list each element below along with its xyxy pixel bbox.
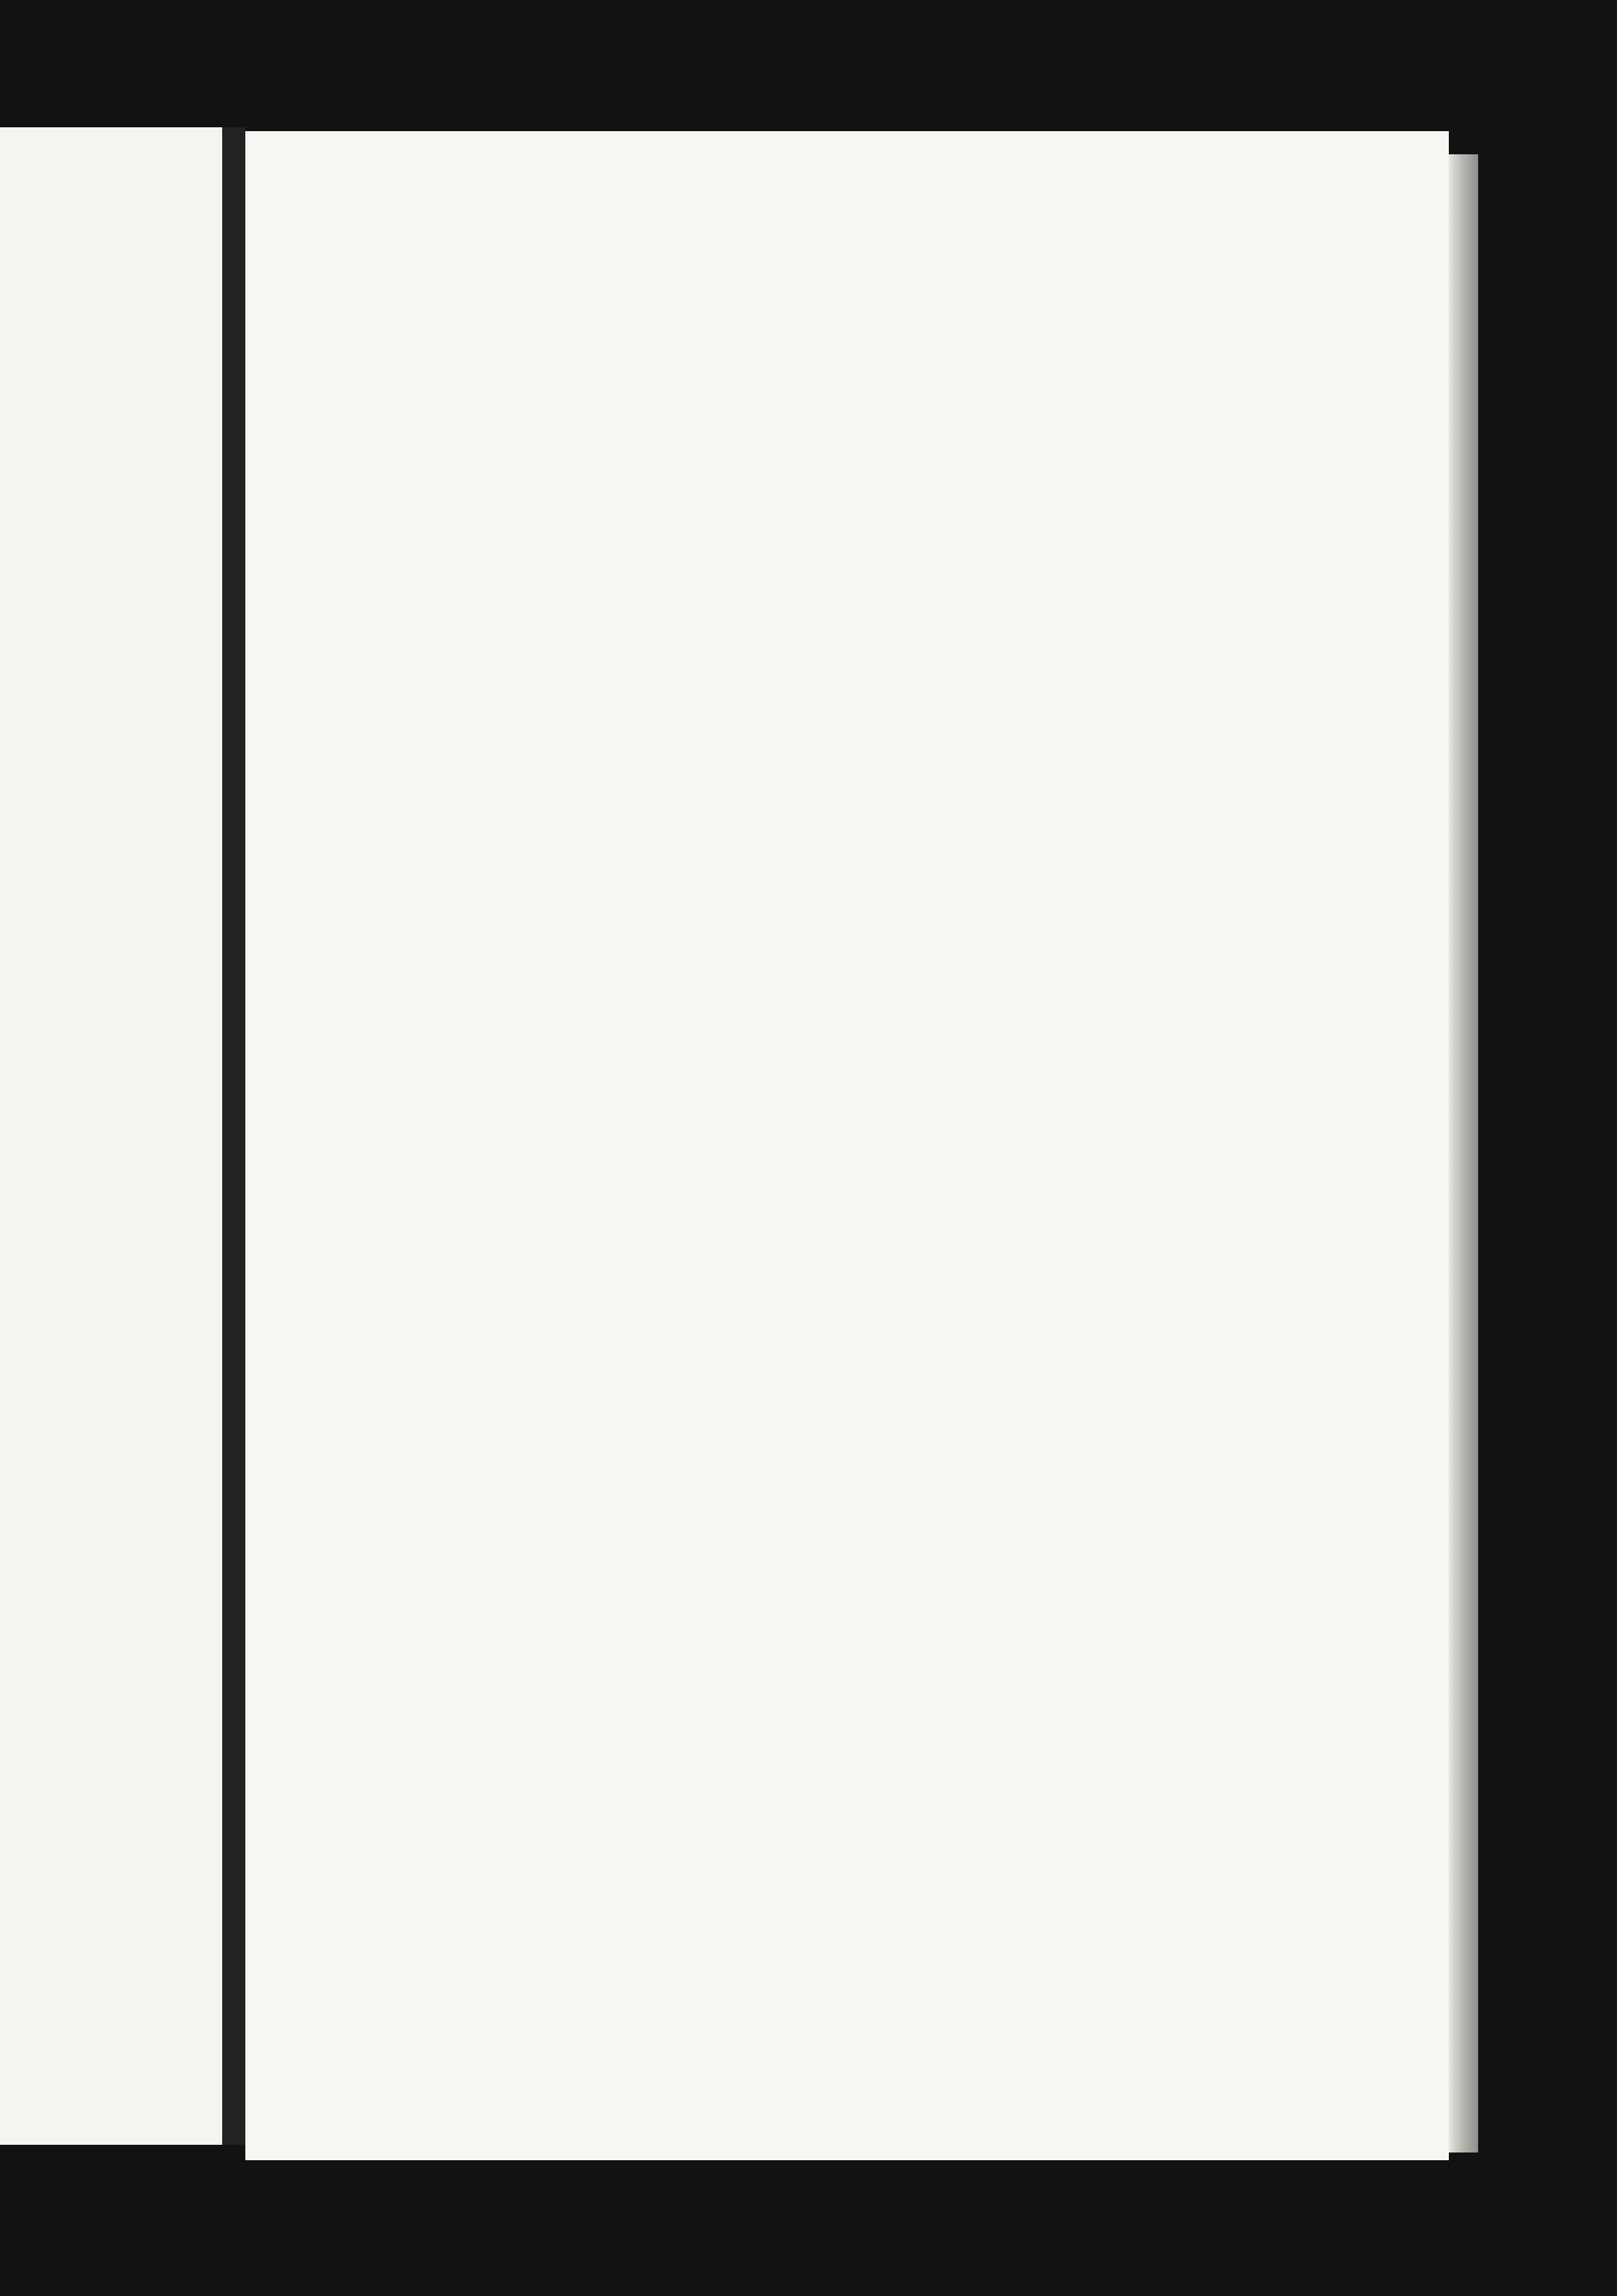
main-page — [245, 131, 1449, 2160]
page-gutter — [222, 127, 245, 2145]
left-facing-page — [0, 127, 231, 2145]
page-edge-shadow — [1449, 154, 1478, 2152]
